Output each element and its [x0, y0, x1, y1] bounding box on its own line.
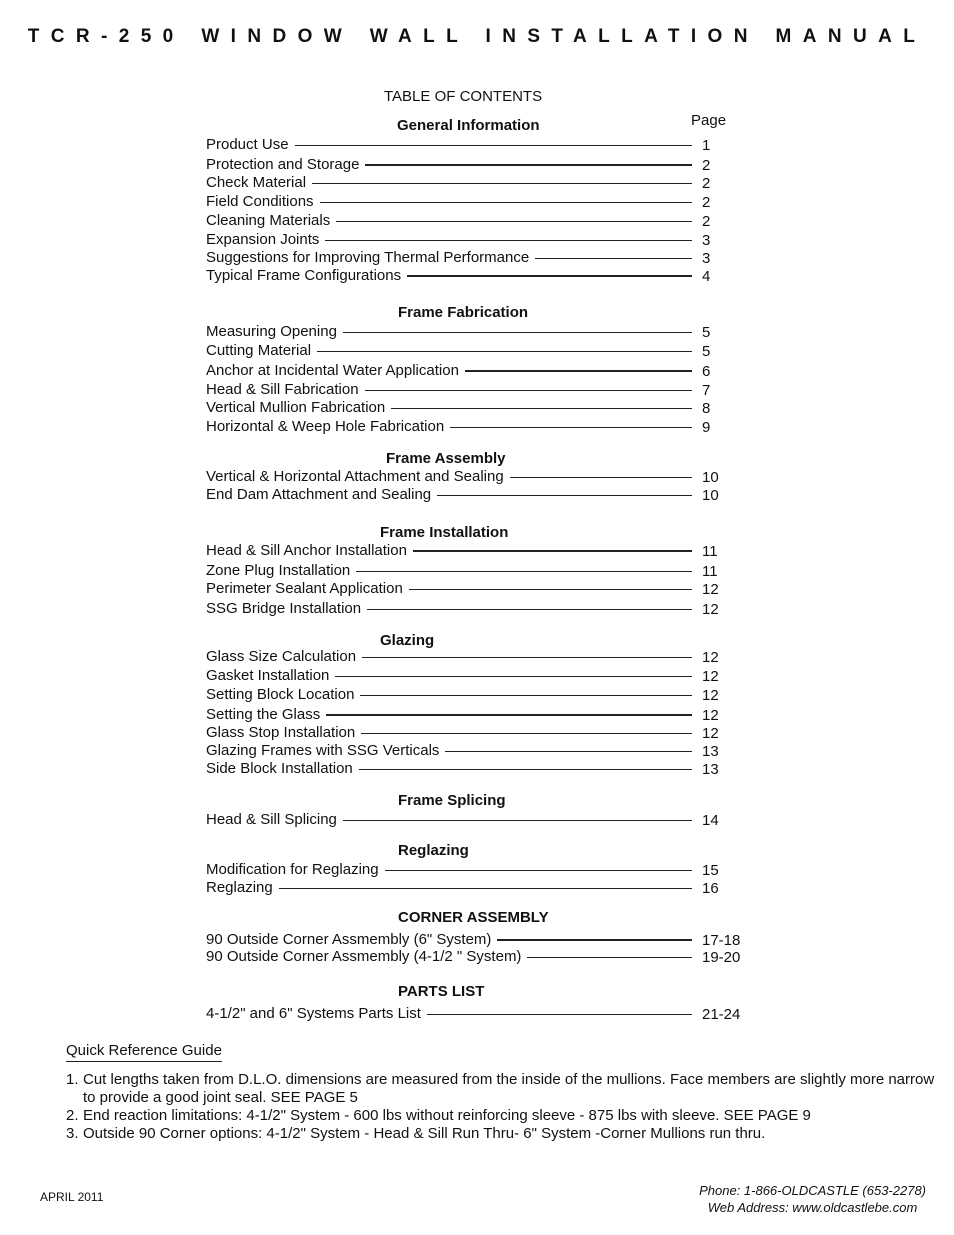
toc-entry-label: Expansion Joints — [206, 231, 320, 248]
quick-reference-number: 3. — [66, 1125, 79, 1142]
toc-entry[interactable] — [206, 861, 752, 879]
toc-leader-line — [365, 164, 692, 166]
toc-leader-line — [407, 275, 692, 277]
toc-leader-line — [409, 589, 692, 590]
toc-leader-line — [385, 870, 692, 871]
toc-entry-page: 12 — [702, 707, 719, 724]
toc-entry-page: 3 — [702, 232, 711, 249]
toc-entry-page: 10 — [702, 487, 719, 504]
toc-entry[interactable] — [206, 600, 752, 618]
toc-leader-line — [360, 695, 692, 696]
toc-entry[interactable] — [206, 418, 752, 436]
toc-leader-line — [437, 495, 692, 496]
toc-entry[interactable] — [206, 724, 752, 742]
toc-entry-page: 12 — [702, 581, 719, 598]
toc-entry-page: 12 — [702, 687, 719, 704]
toc-entry-label: Field Conditions — [206, 193, 314, 210]
toc-entry-page: 15 — [702, 862, 719, 879]
toc-section-heading: PARTS LIST — [398, 983, 485, 1000]
quick-reference-number: 2. — [66, 1107, 79, 1124]
toc-section-heading: Frame Splicing — [398, 792, 506, 809]
toc-entry[interactable] — [206, 249, 752, 267]
quick-reference-item — [66, 1071, 936, 1107]
toc-entry-page: 11 — [702, 543, 718, 560]
toc-entry[interactable] — [206, 542, 752, 560]
toc-entry[interactable] — [206, 811, 752, 829]
toc-entry-label: Cutting Material — [206, 342, 312, 359]
toc-entry[interactable] — [206, 468, 752, 486]
toc-entry-page: 1 — [702, 137, 711, 154]
toc-entry[interactable] — [206, 742, 752, 760]
document-title: TCR-250 WINDOW WALL INSTALLATION MANUAL — [27, 26, 927, 47]
toc-entry-label: Anchor at Incidental Water Application — [206, 362, 459, 379]
toc-leader-line — [361, 733, 692, 734]
toc-entry-label: 90 Outside Corner Assmembly (6" System) — [206, 931, 492, 948]
toc-entry-page: 13 — [702, 761, 719, 778]
toc-entry[interactable] — [206, 231, 752, 249]
toc-leader-line — [295, 145, 692, 146]
toc-entry[interactable] — [206, 136, 752, 154]
toc-entry-label: Product Use — [206, 136, 289, 153]
toc-entry-label: Cleaning Materials — [206, 212, 331, 229]
toc-section-heading: Frame Installation — [380, 524, 509, 541]
toc-section-heading: Frame Fabrication — [398, 304, 529, 321]
toc-entry-label: Reglazing — [206, 879, 273, 896]
toc-entry[interactable] — [206, 948, 752, 966]
toc-entry-label: Vertical Mullion Fabrication — [206, 399, 386, 416]
quick-reference-text: Cut lengths taken from D.L.O. dimensions are measured from the inside of the mullions. Face members are slightly more narrow to provide a good joint seal. SEE PAGE 5 — [83, 1071, 935, 1106]
toc-entry[interactable] — [206, 580, 752, 598]
toc-entry[interactable] — [206, 323, 752, 341]
footer-phone: Phone: 1-866-OLDCASTLE (653-2278) — [699, 1183, 926, 1198]
toc-leader-line — [359, 769, 692, 770]
quick-reference-list — [66, 1071, 936, 1143]
toc-entry-page: 16 — [702, 880, 719, 897]
toc-leader-line — [497, 939, 692, 941]
toc-entry-page: 21-24 — [702, 1006, 741, 1023]
toc-entry[interactable] — [206, 193, 752, 211]
toc-section-heading: Glazing — [380, 632, 435, 649]
toc-section-heading: Reglazing — [398, 842, 469, 859]
toc-section-heading: Frame Assembly — [386, 450, 506, 467]
toc-leader-line — [312, 183, 692, 184]
toc-entry-page: 13 — [702, 743, 719, 760]
toc-entry-page: 4 — [702, 268, 711, 285]
toc-entry-page: 5 — [702, 324, 711, 341]
toc-entry-page: 5 — [702, 343, 711, 360]
quick-reference-title: Quick Reference Guide — [66, 1042, 222, 1062]
toc-leader-line — [320, 202, 692, 203]
toc-leader-line — [279, 888, 692, 889]
toc-entry-page: 2 — [702, 175, 711, 192]
toc-entry-page: 12 — [702, 649, 719, 666]
toc-entry-label: Zone Plug Installation — [206, 562, 351, 579]
toc-entry-page: 12 — [702, 668, 719, 685]
footer-contact — [699, 1182, 926, 1216]
quick-reference-number: 1. — [66, 1071, 79, 1088]
toc-leader-line — [356, 571, 692, 572]
toc-entry-page: 8 — [702, 400, 711, 417]
quick-reference-text: End reaction limitations: 4-1/2" System - 600 lbs without reinforcing sleeve - 875 lbs with sleeve. SEE PAGE 9 — [83, 1107, 811, 1124]
toc-leader-line — [510, 477, 692, 478]
toc-entry[interactable] — [206, 212, 752, 230]
toc-leader-line — [343, 332, 692, 333]
toc-entry-label: Glass Size Calculation — [206, 648, 357, 665]
toc-leader-line — [317, 351, 692, 352]
toc-entry[interactable] — [206, 486, 752, 504]
toc-entry-page: 2 — [702, 194, 711, 211]
footer-web-address: Web Address: www.oldcastlebe.com — [707, 1200, 918, 1215]
toc-entry-label: 4-1/2" and 6" Systems Parts List — [206, 1005, 421, 1022]
toc-entry-page: 6 — [702, 363, 711, 380]
toc-entry-label: Perimeter Sealant Application — [206, 580, 403, 597]
toc-entry-label: SSG Bridge Installation — [206, 600, 362, 617]
toc-entry-label: Vertical & Horizontal Attachment and Sealing — [206, 468, 504, 485]
quick-reference-item — [66, 1107, 936, 1125]
toc-leader-line — [413, 550, 692, 552]
toc-entry-label: Setting the Glass — [206, 706, 321, 723]
toc-entry-page: 9 — [702, 419, 711, 436]
toc-entry-page: 14 — [702, 812, 719, 829]
page-column-label: Page — [691, 112, 727, 129]
toc-entry-page: 12 — [702, 725, 719, 742]
toc-entry-label: 90 Outside Corner Assmembly (4-1/2 " System) — [206, 948, 522, 965]
toc-leader-line — [535, 258, 692, 259]
toc-leader-line — [343, 820, 692, 821]
toc-entry[interactable] — [206, 562, 752, 580]
toc-entry[interactable] — [206, 156, 752, 174]
toc-entry-page: 10 — [702, 469, 719, 486]
toc-leader-line — [362, 657, 692, 658]
toc-heading: TABLE OF CONTENTS — [384, 88, 543, 105]
toc-entry-page: 2 — [702, 213, 711, 230]
toc-entry[interactable] — [206, 648, 752, 666]
toc-entry[interactable] — [206, 381, 752, 399]
toc-leader-line — [336, 221, 692, 222]
toc-entry[interactable] — [206, 1005, 752, 1023]
toc-entry[interactable] — [206, 342, 752, 360]
toc-entry[interactable] — [206, 174, 752, 192]
toc-leader-line — [450, 427, 692, 428]
quick-reference-text: Outside 90 Corner options: 4-1/2" System - Head & Sill Run Thru- 6" System -Corner Mullions run thru. — [83, 1125, 766, 1142]
toc-entry-label: Setting Block Location — [206, 686, 355, 703]
toc-entry[interactable] — [206, 760, 752, 778]
toc-leader-line — [367, 609, 692, 610]
toc-entry[interactable] — [206, 267, 752, 285]
toc-leader-line — [445, 751, 692, 752]
toc-entry[interactable] — [206, 362, 752, 380]
toc-entry-label: Typical Frame Configurations — [206, 267, 402, 284]
toc-entry-label: Modification for Reglazing — [206, 861, 379, 878]
toc-entry[interactable] — [206, 399, 752, 417]
quick-reference-item — [66, 1125, 936, 1143]
toc-entry-label: Suggestions for Improving Thermal Performance — [206, 249, 530, 266]
toc-entry[interactable] — [206, 667, 752, 685]
toc-entry-page: 3 — [702, 250, 711, 267]
toc-entry-label: Check Material — [206, 174, 307, 191]
toc-entry-label: Side Block Installation — [206, 760, 353, 777]
toc-entry-label: Gasket Installation — [206, 667, 330, 684]
toc-leader-line — [335, 676, 692, 677]
toc-entry-page: 11 — [702, 563, 718, 580]
toc-entry-label: Horizontal & Weep Hole Fabrication — [206, 418, 445, 435]
toc-leader-line — [427, 1014, 692, 1015]
footer-date: APRIL 2011 — [40, 1190, 104, 1204]
toc-leader-line — [365, 390, 692, 391]
toc-entry-label: Head & Sill Splicing — [206, 811, 337, 828]
toc-entry[interactable] — [206, 686, 752, 704]
toc-entry-label: Glass Stop Installation — [206, 724, 356, 741]
toc-entry-label: Glazing Frames with SSG Verticals — [206, 742, 440, 759]
toc-entry[interactable] — [206, 879, 752, 897]
toc-entry-page: 12 — [702, 601, 719, 618]
toc-section-heading: CORNER ASSEMBLY — [398, 909, 549, 926]
toc-leader-line — [326, 714, 692, 716]
toc-entry-label: Head & Sill Anchor Installation — [206, 542, 407, 559]
toc-leader-line — [325, 240, 692, 241]
toc-entry-page: 19-20 — [702, 949, 741, 966]
toc-entry-label: Measuring Opening — [206, 323, 337, 340]
toc-entry-page: 2 — [702, 157, 711, 174]
toc-entry[interactable] — [206, 931, 752, 949]
toc-entry-label: Head & Sill Fabrication — [206, 381, 359, 398]
toc-section-heading: General Information — [397, 117, 540, 134]
toc-entry-page: 7 — [702, 382, 711, 399]
toc-entry-label: Protection and Storage — [206, 156, 360, 173]
toc-entry-label: End Dam Attachment and Sealing — [206, 486, 432, 503]
toc-leader-line — [527, 957, 692, 958]
toc-entry-page: 17-18 — [702, 932, 741, 949]
toc-leader-line — [391, 408, 692, 409]
toc-entry[interactable] — [206, 706, 752, 724]
toc-leader-line — [465, 370, 692, 372]
